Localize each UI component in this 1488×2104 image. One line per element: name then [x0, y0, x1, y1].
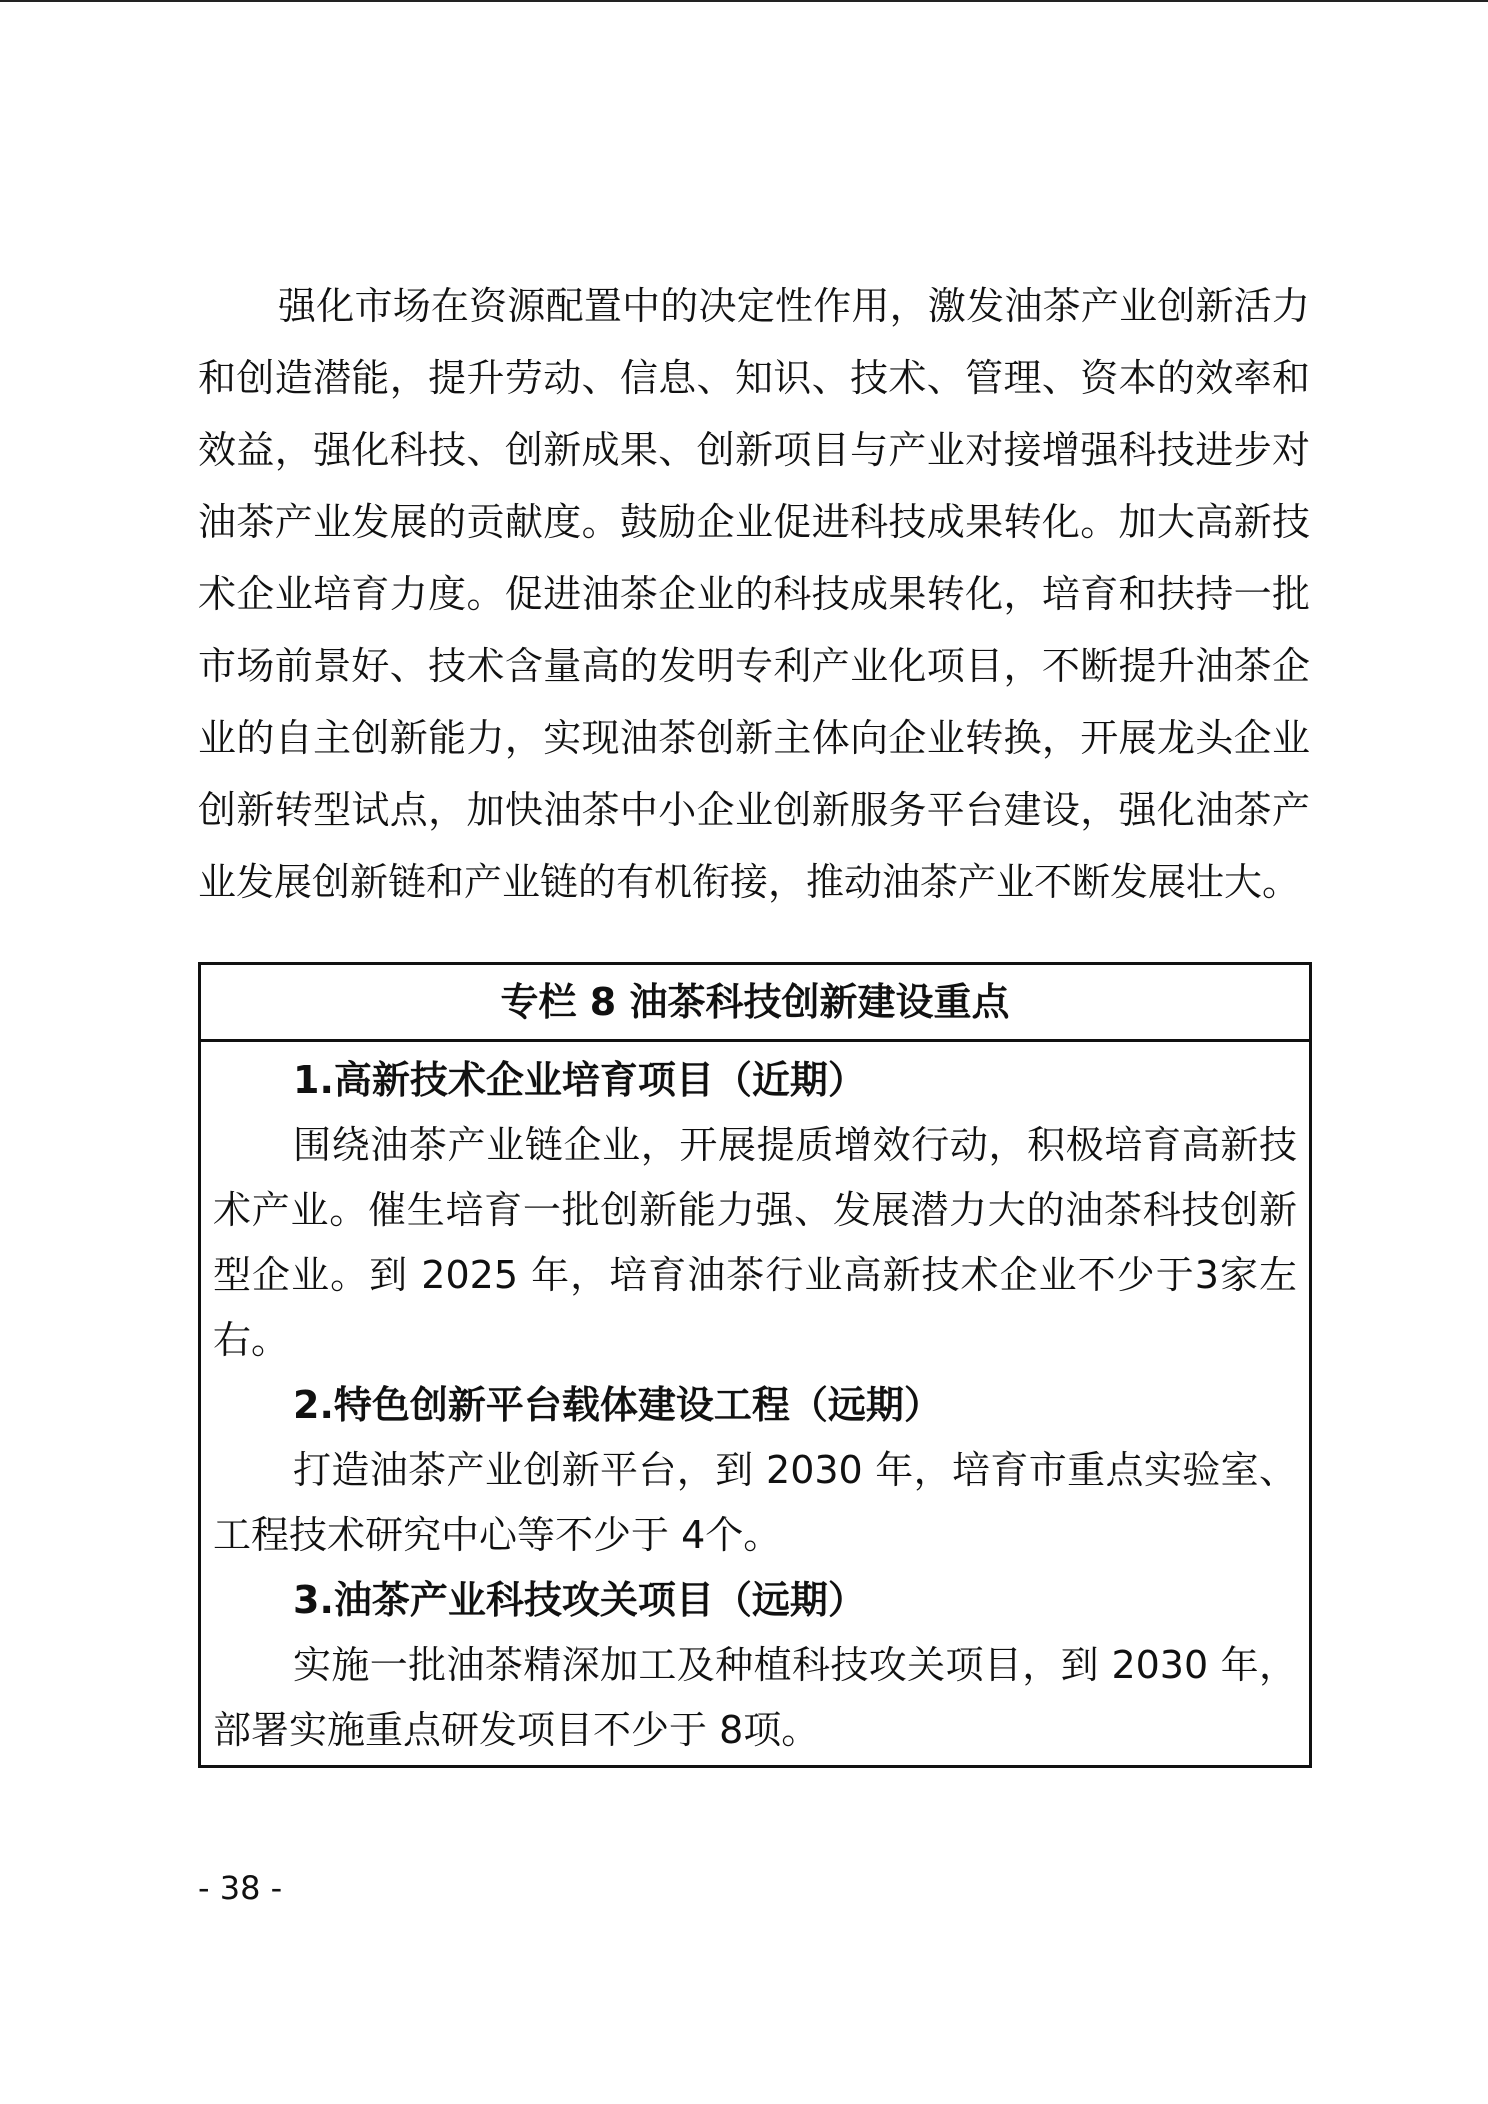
page-number: - 38 -: [198, 1869, 283, 1907]
column-item-text-2: 打造油茶产业创新平台，到 2030 年，培育市重点实验室、工程技术研究中心等不少于 4个。: [213, 1448, 1297, 1557]
column-item-heading-3: 3.油茶产业科技攻关项目（远期）: [293, 1578, 866, 1622]
column-item-text-3: 实施一批油茶精深加工及种植科技攻关项目，到 2030 年，部署实施重点研发项目不少于 8项。: [213, 1643, 1297, 1752]
column-body: [201, 1042, 1309, 1765]
column-item-heading-1: 1.高新技术企业培育项目（近期）: [293, 1058, 866, 1102]
column-title: 专栏 8 油茶科技创新建设重点: [201, 965, 1309, 1042]
body-paragraph: 强化市场在资源配置中的决定性作用，激发油茶产业创新活力和创造潜能，提升劳动、信息、知识、技术、管理、资本的效率和效益，强化科技、创新成果、创新项目与产业对接增强科技进步对油茶产业发展的贡献度。鼓励企业促进科技成果转化。加大高新技术企业培育力度。促进油茶企业的科技成果转化，培育和扶持一批市场前景好、技术含量高的发明专利产业化项目，不断提升油茶企业的自主创新能力，实现油茶创新主体向企业转换，开展龙头企业创新转型试点，加快油茶中小企业创新服务平台建设，强化油茶产业发展创新链和产业链的有机衔接，推动油茶产业不断发展壮大。: [198, 284, 1310, 904]
column-item-heading-2: 2.特色创新平台载体建设工程（远期）: [293, 1383, 942, 1427]
top-border-line: [0, 0, 1488, 2]
feature-column-box: [198, 962, 1312, 1768]
column-item-text-1: 围绕油茶产业链企业，开展提质增效行动，积极培育高新技术产业。催生培育一批创新能力强、发展潜力大的油茶科技创新型企业。到 2025 年，培育油茶行业高新技术企业不少于3家左右。: [213, 1123, 1297, 1362]
